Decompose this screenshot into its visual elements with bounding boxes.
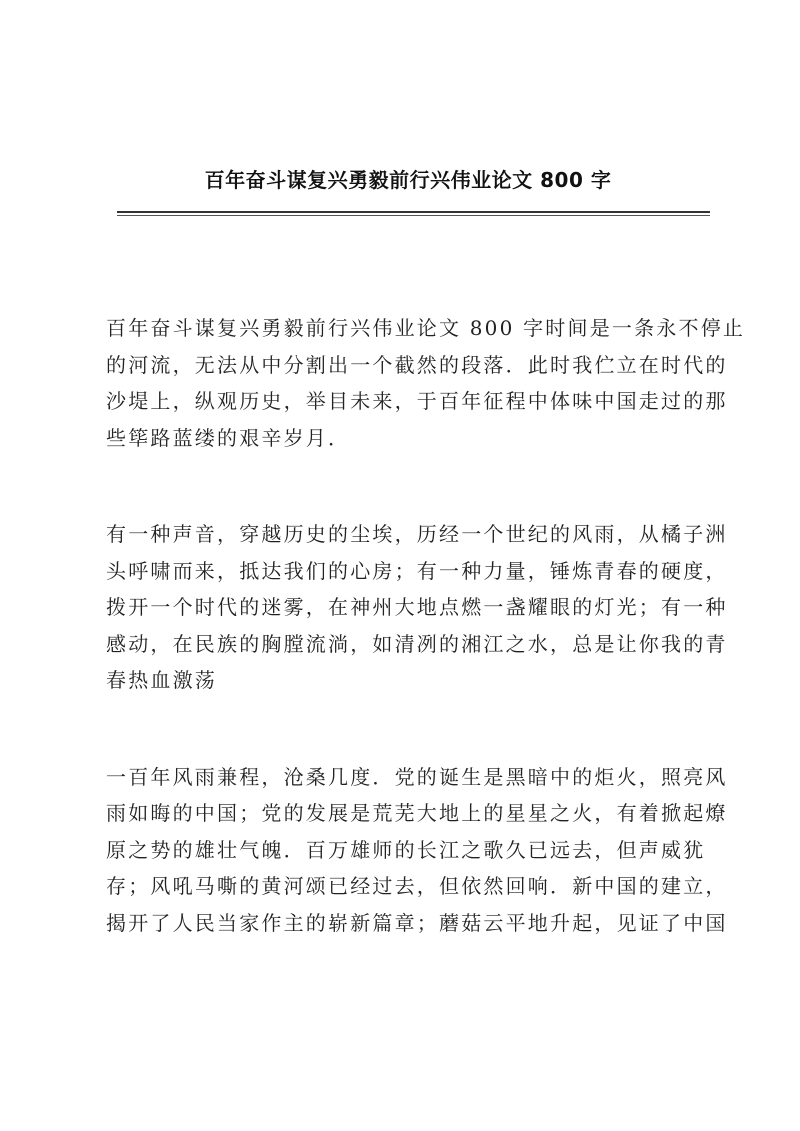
paragraph-line: 春热血激荡 — [106, 668, 217, 692]
paragraph-line: 些筚路蓝缕的艰辛岁月． — [106, 425, 351, 450]
paragraph-line: 沙堤上，纵观历史，举目未来，于百年征程中体味中国走过的那 — [106, 389, 728, 413]
paragraph-line: 拨开一个时代的迷雾，在神州大地点燃一盏耀眼的灯光；有一种 — [106, 595, 728, 619]
paragraph-2 — [106, 516, 728, 699]
paragraph-line: 头呼啸而来，抵达我们的心房；有一种力量，锤炼青春的硬度， — [106, 558, 728, 583]
title-divider-thin — [117, 215, 710, 216]
document-title: 百年奋斗谋复兴勇毅前行兴伟业论文 800 字 — [204, 168, 612, 192]
paragraph-line: 原之势的雄壮气魄．百万雄师的长江之歌久已远去，但声威犹 — [106, 837, 706, 862]
title-divider — [117, 211, 710, 213]
paragraph-line: 百年奋斗谋复兴勇毅前行兴伟业论文 800 字时间是一条永不停止 — [106, 316, 746, 340]
paragraph-line: 一百年风雨兼程，沧桑几度．党的诞生是黑暗中的炬火，照亮风 — [106, 764, 728, 789]
paragraph-line: 有一种声音，穿越历史的尘埃，历经一个世纪的风雨，从橘子洲 — [106, 522, 728, 546]
paragraph-1 — [106, 310, 746, 456]
paragraph-line: 雨如晦的中国；党的发展是荒芜大地上的星星之火，有着掀起燎 — [106, 801, 728, 825]
paragraph-3 — [106, 759, 728, 942]
paragraph-line: 揭开了人民当家作主的崭新篇章；蘑菇云平地升起，见证了中国 — [106, 910, 728, 935]
paragraph-line: 的河流，无法从中分割出一个截然的段落．此时我伫立在时代的 — [106, 352, 728, 377]
paragraph-line: 存；风吼马嘶的黄河颂已经过去，但依然回响．新中国的建立， — [106, 874, 728, 898]
document-body — [106, 310, 746, 1001]
paragraph-line: 感动，在民族的胸膛流淌，如清冽的湘江之水，总是让你我的青 — [106, 631, 728, 656]
